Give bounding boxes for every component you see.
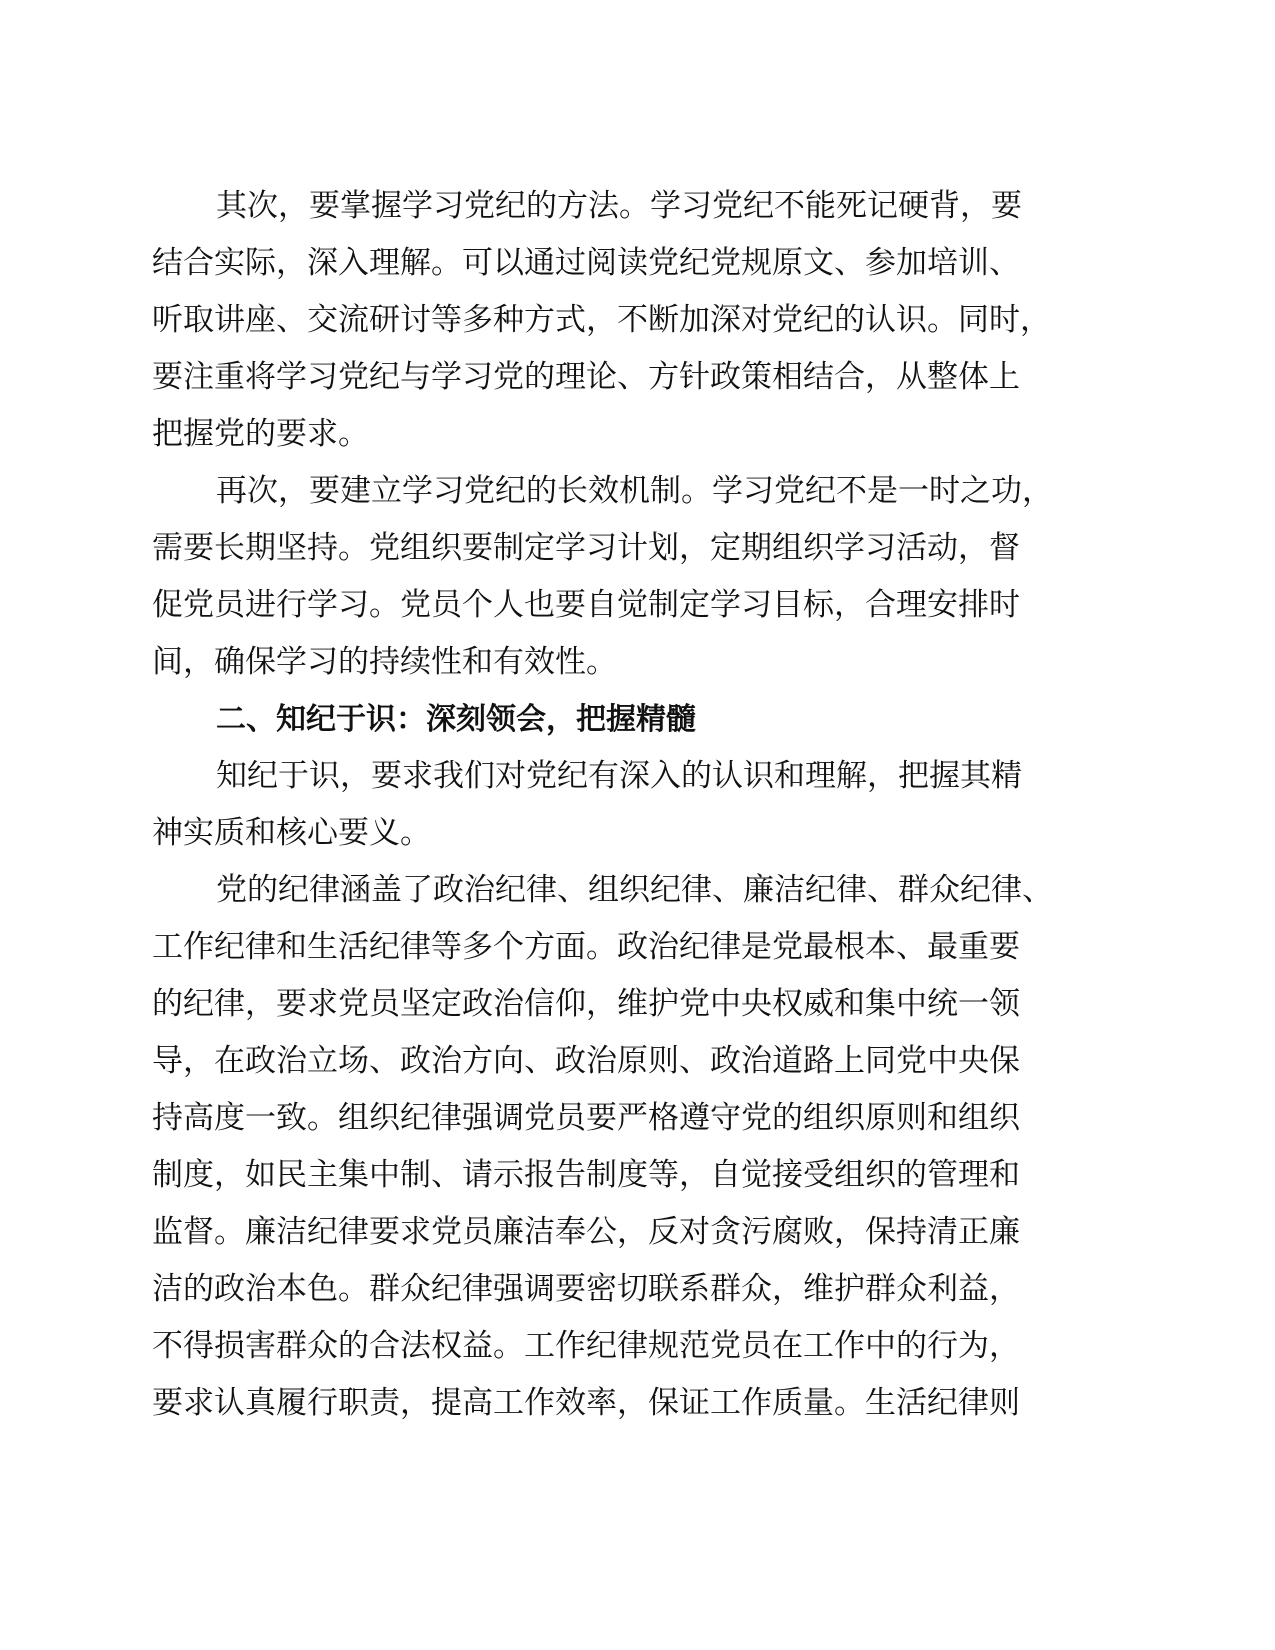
text-line: 要求认真履行职责，提高工作效率，保证工作质量。生活纪律则 — [152, 1385, 1020, 1421]
text-line: 工作纪律和生活纪律等多个方面。政治纪律是党最根本、最重要 — [152, 929, 1020, 965]
text-line: 不得损害群众的合法权益。工作纪律规范党员在工作中的行为， — [152, 1328, 1020, 1364]
text-line: 制度，如民主集中制、请示报告制度等，自觉接受组织的管理和 — [152, 1157, 1020, 1193]
section-heading — [152, 691, 1092, 748]
text-line: 的纪律，要求党员坚定政治信仰，维护党中央权威和集中统一领 — [152, 986, 1020, 1022]
paragraph-disciplines — [152, 862, 1092, 1432]
text-line: 洁的政治本色。群众纪律强调要密切联系群众，维护群众利益， — [152, 1271, 1020, 1307]
text-line: 结合实际，深入理解。可以通过阅读党纪党规原文、参加培训、 — [152, 245, 1020, 281]
text-line: 党的纪律涵盖了政治纪律、组织纪律、廉洁纪律、群众纪律、 — [216, 872, 1053, 908]
paragraph-intro — [152, 748, 1092, 862]
text-line: 其次，要掌握学习党纪的方法。学习党纪不能死记硬背，要 — [216, 188, 1022, 224]
document-body — [152, 178, 1092, 1432]
text-line: 听取讲座、交流研讨等多种方式，不断加深对党纪的认识。同时， — [152, 302, 1051, 338]
paragraph-mechanism — [152, 463, 1092, 691]
text-line: 间，确保学习的持续性和有效性。 — [152, 644, 617, 680]
text-line: 持高度一致。组织纪律强调党员要严格遵守党的组织原则和组织 — [152, 1100, 1020, 1136]
text-line: 再次，要建立学习党纪的长效机制。学习党纪不是一时之功， — [216, 473, 1053, 509]
text-line: 促党员进行学习。党员个人也要自觉制定学习目标，合理安排时 — [152, 587, 1020, 623]
section-heading-text: 二、知纪于识：深刻领会，把握精髓 — [216, 702, 696, 737]
text-line: 监督。廉洁纪律要求党员廉洁奉公，反对贪污腐败，保持清正廉 — [152, 1214, 1020, 1250]
text-line: 导，在政治立场、政治方向、政治原则、政治道路上同党中央保 — [152, 1043, 1020, 1079]
text-line: 要注重将学习党纪与学习党的理论、方针政策相结合，从整体上 — [152, 359, 1020, 395]
text-line: 知纪于识，要求我们对党纪有深入的认识和理解，把握其精 — [216, 758, 1022, 794]
text-line: 把握党的要求。 — [152, 416, 369, 452]
text-line: 神实质和核心要义。 — [152, 815, 431, 851]
paragraph-method — [152, 178, 1092, 463]
text-line: 需要长期坚持。党组织要制定学习计划，定期组织学习活动，督 — [152, 530, 1020, 566]
